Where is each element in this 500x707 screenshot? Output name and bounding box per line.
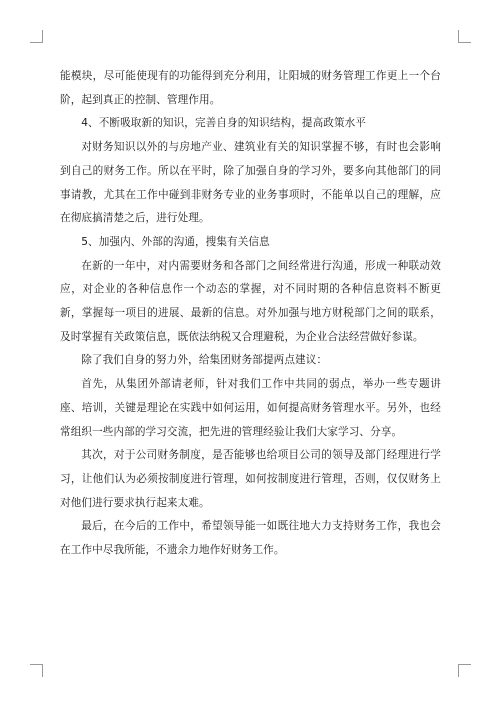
paragraph-continuation: 能模块，尽可能使现有的功能得到充分利用，让阳城的财务管理工作更上一个台阶，起到真正的控制、管理作用。 bbox=[60, 70, 441, 106]
paragraph: 在新的一年中，对内需要财务和各部门之间经常进行沟通，形成一种联动效应，对企业的各种信息作一个动态的掌握，对不同时期的各种信息资料不断更新，掌握每一项目的进展、最新的信息。对外加强与地方财税部门之间的联系，及时掌握有关政策信息，既依法纳税又合理避税，为企业合法经营做好参谋。 bbox=[60, 259, 441, 343]
document-body bbox=[60, 65, 441, 563]
paragraph: 最后，在今后的工作中，希望领导能一如既往地大力支持财务工作，我也会在工作中尽我所能，不遗余力地作好财务工作。 bbox=[60, 520, 441, 557]
paragraph: 其次，对于公司财务制度，是否能够也给项目公司的领导及部门经理进行学习，让他们认为必须按制度进行管理，如何按制度进行管理，否则，仅仅财务上对他们进行要求执行起来太难。 bbox=[60, 449, 441, 509]
crop-mark-bottom-left bbox=[30, 664, 43, 677]
paragraph: 对财务知识以外的与房地产业、建筑业有关的知识掌握不够，有时也会影响到自己的财务工作。所以在平时，除了加强自身的学习外，要多向其他部门的同事请教，尤其在工作中碰到非财务专业的业务事项时，不能单以自己的理解，应在彻底搞清楚之后，进行处理。 bbox=[60, 141, 441, 225]
section-heading-5: 5、加强内、外部的沟通，搜集有关信息 bbox=[81, 235, 270, 248]
paragraph: 首先，从集团外部请老师，针对我们工作中共同的弱点，举办一些专题讲座、培训，关键是理论在实践中如何运用，如何提高财务管理水平。另外，也经常组织一些内部的学习交流，把先进的管理经验让我们大家学习、分享。 bbox=[60, 378, 441, 438]
section-heading-4: 4、不断吸取新的知识，完善自身的知识结构，提高政策水平 bbox=[81, 117, 367, 130]
crop-mark-top-left bbox=[30, 30, 43, 43]
crop-mark-top-right bbox=[458, 30, 471, 43]
paragraph: 除了我们自身的努力外，给集团财务部提两点建议： bbox=[81, 354, 328, 367]
crop-mark-bottom-right bbox=[458, 664, 471, 677]
